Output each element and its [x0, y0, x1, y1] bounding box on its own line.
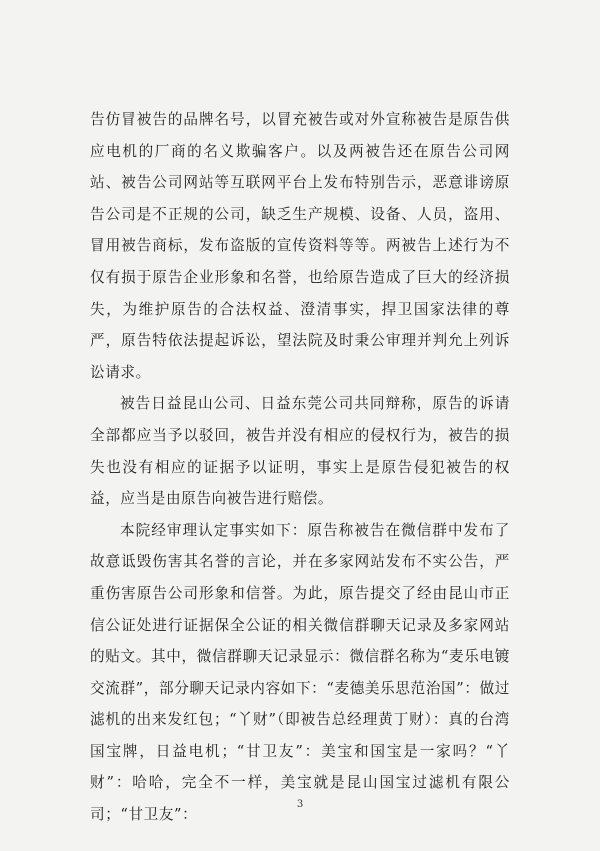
document-body	[90, 104, 510, 831]
paragraph-defendant-defense: 被告日益昆山公司、日益东莞公司共同辩称，原告的诉请全部都应当予以驳回，被告并没有相应的侵权行为，被告的损失也没有相应的证据予以证明，事实上是原告侵犯被告的权益，应当是由原告向被告进行赔偿。	[90, 395, 510, 508]
page-number: 3	[296, 799, 304, 810]
paragraph-court-findings: 本院经审理认定事实如下：原告称被告在微信群中发布了故意诋毁伤害其名誉的言论，并在多家网站发布不实公告，严重伤害原告公司形象和信誉。为此，原告提交了经由昆山市正信公证处进行证据保全公证的相关微信群聊天记录及多家网站的贴文。其中，微信群聊天记录显示：微信群名称为“麦乐电镀交流群”，部分聊天记录内容如下：“麦德美乐思范治国”：做过滤机的出来发红包；“丫财”（即被告总经理黄丁财）：真的台湾国宝牌，日益电机；“甘卫友”：美宝和国宝是一家吗？“丫财”：哈哈，完全不一样，美宝就是昆山国宝过滤机有限公司；“甘卫友”：	[90, 521, 510, 824]
paragraph-continuation: 告仿冒被告的品牌名号，以冒充被告或对外宣称被告是原告供应电机的厂商的名义欺骗客户。以及两被告还在原告公司网站、被告公司网站等互联网平台上发布特别告示，恶意诽谤原告公司是不正规的公司，缺乏生产规模、设备、人员，盗用、冒用被告商标，发布盗版的宣传资料等等。两被告上述行为不仅有损于原告企业形象和名誉，也给原告造成了巨大的经济损失，为维护原告的合法权益、澄清事实，捍卫国家法律的尊严，原告特依法提起诉讼，望法院及时秉公审理并判允上列诉讼请求。	[90, 111, 510, 381]
